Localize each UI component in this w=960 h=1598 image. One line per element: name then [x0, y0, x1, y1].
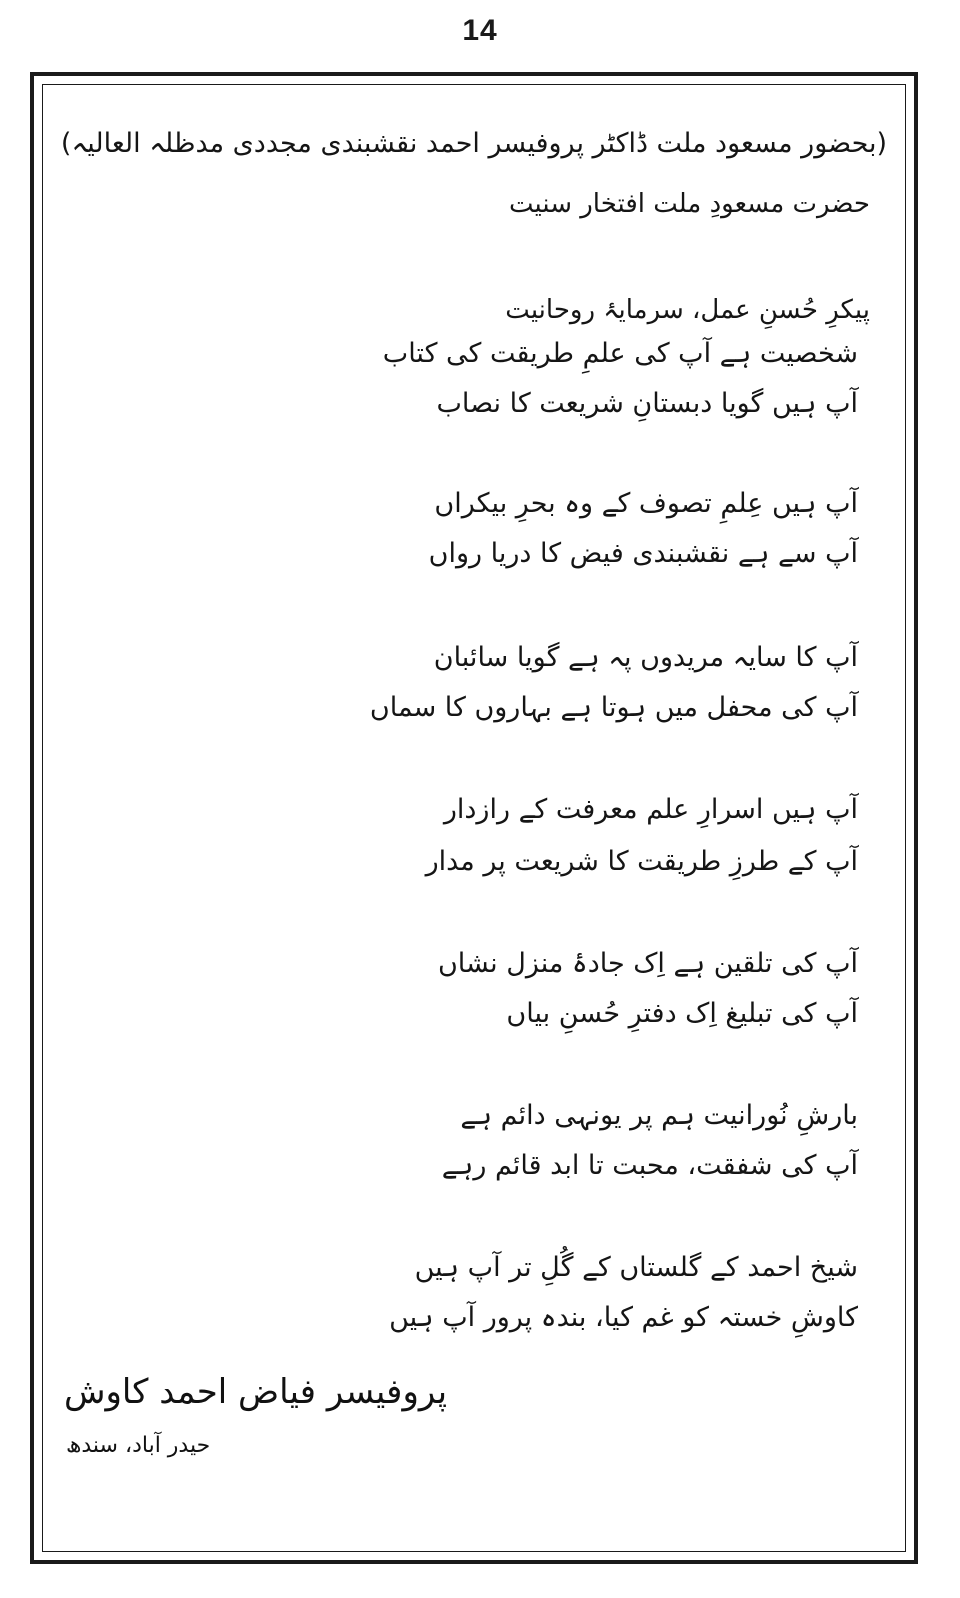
- poem-line: آپ کی تبلیغ اِک دفترِ حُسنِ بیاں: [506, 998, 858, 1029]
- poem-line: بارشِ نُورانیت ہم پر یونہی دائم ہے: [460, 1100, 858, 1131]
- poem-line: آپ ہیں اسرارِ علم معرفت کے رازدار: [443, 794, 858, 825]
- poem-line: آپ کی تلقین ہے اِک جادۂ منزل نشاں: [437, 948, 858, 979]
- poet-place: حیدر آباد، سندھ: [66, 1433, 211, 1458]
- poem-line: کاوشِ خستہ کو غم کیا، بندہ پرور آپ ہیں: [389, 1302, 858, 1333]
- poet-name: پروفیسر فیاض احمد کاوش: [64, 1372, 448, 1412]
- poem-page: [30, 72, 918, 1564]
- page-number: 14: [462, 14, 498, 47]
- poem-line: شیخ احمد کے گلستاں کے گُلِ تر آپ ہیں: [414, 1252, 858, 1283]
- poem-line: آپ کے طرزِ طریقت کا شریعت پر مدار: [425, 846, 858, 877]
- poem-line: آپ سے ہے نقشبندی فیض کا دریا رواں: [428, 538, 858, 569]
- poem-line: آپ ہیں گویا دبستانِ شریعت کا نصاب: [436, 388, 858, 419]
- poem-line: آپ کا سایہ مریدوں پہ ہے گویا سائبان: [433, 642, 858, 673]
- poem-line: آپ کی شفقت، محبت تا ابد قائم رہے: [441, 1150, 858, 1181]
- dedication-line: (بحضور مسعود ملت ڈاکٹر پروفیسر احمد نقشبندی مجددی مدظلہ العالیہ): [60, 128, 888, 159]
- title-line-1: حضرت مسعودِ ملت افتخار سنیت: [508, 189, 870, 219]
- poem-line: آپ کی محفل میں ہوتا ہے بہاروں کا سماں: [369, 692, 858, 723]
- title-line-2: پیکرِ حُسنِ عمل، سرمایۂ روحانیت: [505, 295, 870, 325]
- poem-line: شخصیت ہے آپ کی علمِ طریقت کی کتاب: [382, 338, 858, 369]
- poem-line: آپ ہیں عِلمِ تصوف کے وہ بحرِ بیکراں: [434, 488, 858, 519]
